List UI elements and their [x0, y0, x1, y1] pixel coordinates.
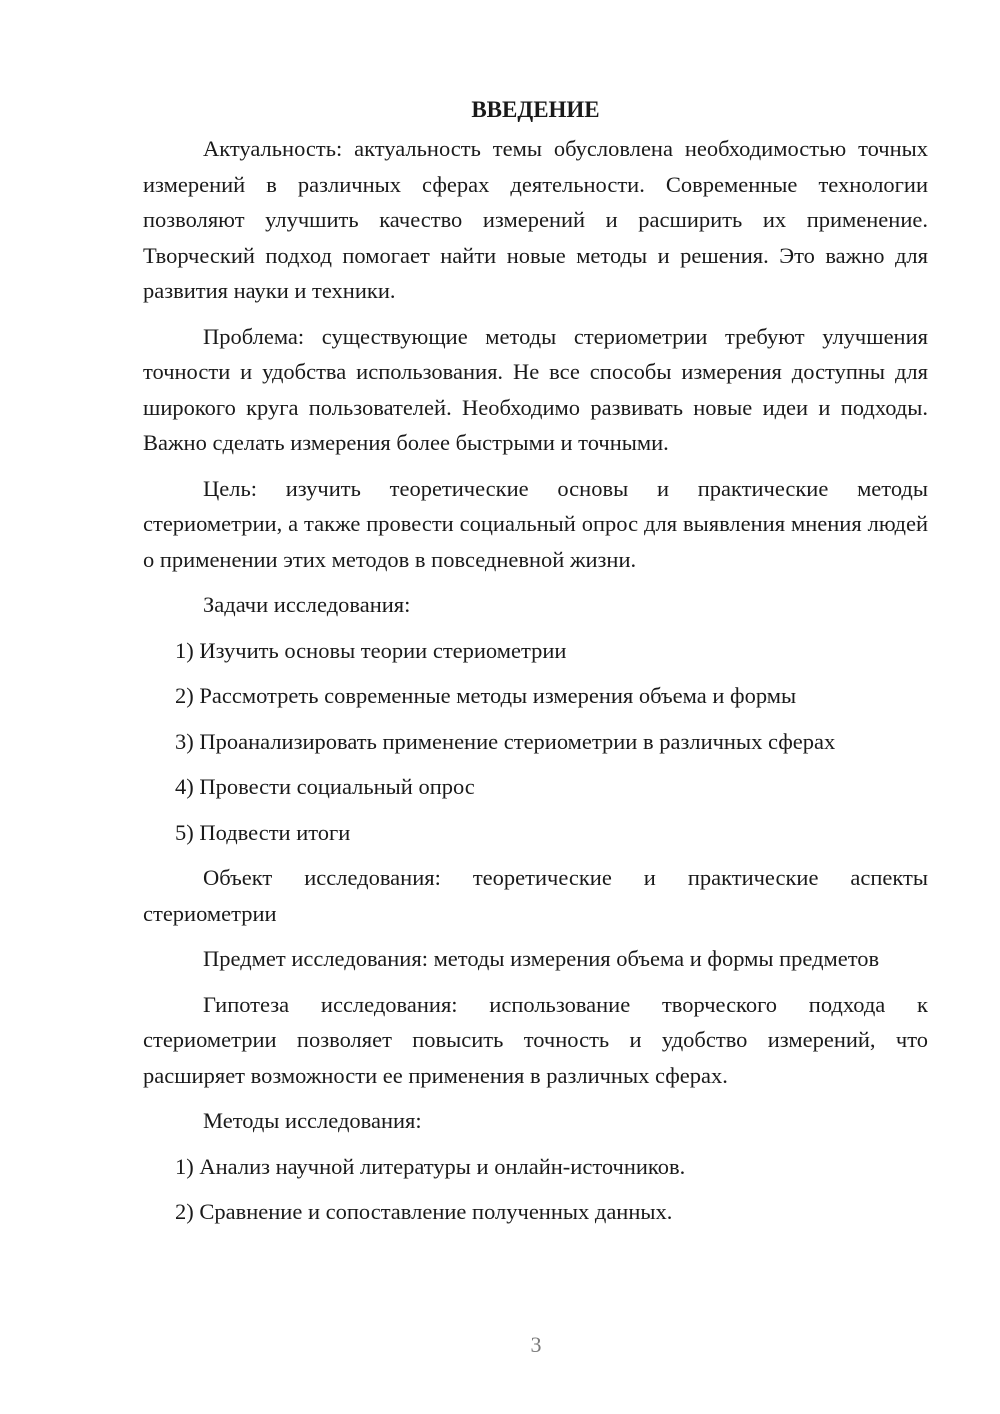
section-title: ВВЕДЕНИЕ [471, 97, 600, 122]
task-item: 3) Проанализировать применение стериометрии в различных сферах [175, 728, 836, 754]
hypothesis-paragraph: Гипотеза исследования: использование творческого подхода к стериометрии позволяет повысить точность и удобство измерений, что расширяет возможности ее применения в различных сферах. [143, 991, 928, 1088]
method-item: 2) Сравнение и сопоставление полученных данных. [175, 1199, 673, 1224]
document-page [143, 92, 928, 1240]
subject-paragraph: Предмет исследования: методы измерения объема и формы предметов [203, 946, 880, 971]
problem-paragraph: Проблема: существующие методы стериометрии требуют улучшения точности и удобства использования. Не все способы измерения доступны для широкого круга пользователей. Необходимо развивать новые идеи и подходы. Важно сделать измерения более быстрыми и точными. [143, 323, 928, 455]
task-item: 1) Изучить основы теории стериометрии [175, 637, 567, 663]
relevance-paragraph: Актуальность: актуальность темы обусловлена необходимостью точных измерений в различных сферах деятельности. Современные технологии позволяют улучшить качество измерений и расширить их применение. Творческий подход помогает найти новые методы и решения. Это важно для развития науки и техники. [143, 136, 928, 303]
task-item: 5) Подвести итоги [175, 819, 351, 845]
methods-heading: Методы исследования: [203, 1108, 422, 1133]
page-number: 3 [530, 1332, 542, 1357]
tasks-heading: Задачи исследования: [203, 592, 411, 617]
object-paragraph: Объект исследования: теоретические и практические аспекты стериометрии [143, 865, 928, 926]
method-item: 1) Анализ научной литературы и онлайн-источников. [175, 1153, 686, 1179]
goal-paragraph: Цель: изучить теоретические основы и практические методы стериометрии, а также провести социальный опрос для выявления мнения людей о применении этих методов в повседневной жизни. [143, 475, 928, 572]
task-item: 4) Провести социальный опрос [175, 774, 475, 799]
task-item: 2) Рассмотреть современные методы измерения объема и формы [175, 683, 797, 708]
